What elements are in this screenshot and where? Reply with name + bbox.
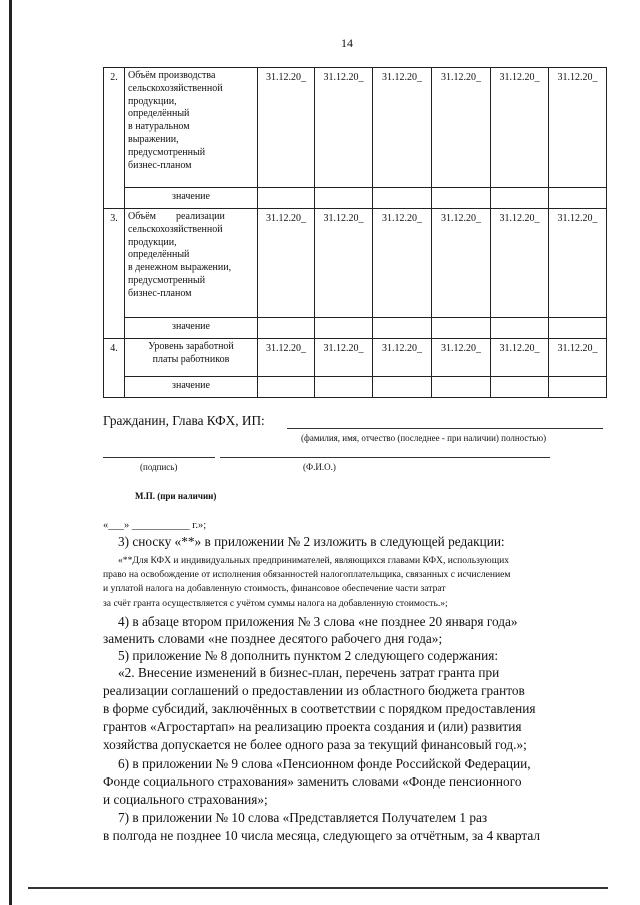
sign-caption: (подпись) [140,462,178,472]
date-line: «___» ___________ г.»; [103,520,207,531]
value-cell [549,188,607,209]
value-cell [258,188,315,209]
indicator-name [125,68,258,188]
date-cell: 31.12.20_ [315,68,373,188]
date-cell: 31.12.20_ [549,339,607,377]
indicator-name-line: бизнес-планом [128,287,192,299]
initials-caption: (Ф.И.О.) [303,462,336,472]
para-5-line-5: хозяйства допускается не более одного раза за текущий финансовый год.»; [103,737,527,752]
value-cell [315,318,373,339]
date-cell: 31.12.20_ [373,68,432,188]
indicator-name-line: выражении, [128,133,179,145]
date-cell: 31.12.20_ [315,339,373,377]
row-number: 4. [104,339,125,398]
indicator-name-line: определённый [128,108,190,120]
date-cell: 31.12.20_ [549,209,607,318]
citizen-label: Гражданин, Глава КФХ, ИП: [103,413,265,428]
para-5-line-3: в форме субсидий, заключённых в соответствии с порядком предоставления [103,701,536,716]
para-3: 3) сноску «**» в приложении № 2 изложить в следующей редакции: [118,534,505,549]
date-cell: 31.12.20_ [373,209,432,318]
indicator-name-line: Объём производства [128,70,216,81]
indicator-name-line: сельскохозяйственной [128,82,223,94]
indicator-name-line: Уровень заработной [148,341,234,352]
para-5-line-1: «2. Внесение изменений в бизнес-план, перечень затрат гранта при [118,665,500,680]
value-cell [491,318,549,339]
indicator-name-line: в денежном выражении, [128,262,232,274]
indicator-name [125,209,258,318]
para-4-line-1: 4) в абзаце втором приложения № 3 слова «не позднее 20 января года» [118,614,518,629]
value-cell [549,377,607,398]
date-cell: 31.12.20_ [373,339,432,377]
date-cell: 31.12.20_ [432,68,491,188]
stamp-note: М.П. (при наличии) [135,491,217,501]
scan-left-edge [9,0,12,905]
value-cell [432,377,491,398]
indicator-name-line: Объём реализации [128,211,225,222]
para-6-line-1: 6) в приложении № 9 слова «Пенсионном фонде Российской Федерации, [118,756,531,771]
para-7-line-2: в полгода не позднее 10 числа месяца, следующего за отчётным, за 4 квартал [103,828,540,843]
date-cell: 31.12.20_ [258,339,315,377]
date-cell: 31.12.20_ [491,68,549,188]
value-cell [432,318,491,339]
page-number: 14 [341,36,353,50]
indicator-name-line: предусмотренный [128,146,206,158]
para-7-line-1: 7) в приложении № 10 слова «Представляется Получателем 1 раз [118,810,488,825]
footnote-line-3: и уплатой налога на добавленную стоимость, финансовое обеспечение части затрат [103,583,446,594]
para-6-line-2: Фонде социального страхования» заменить словами «Фонде пенсионного [103,774,522,789]
date-cell: 31.12.20_ [315,209,373,318]
indicator-name-line: определённый [128,249,190,261]
para-4-line-2: заменить словами «не позднее десятого рабочего дня года»; [103,631,443,646]
para-6-line-3: и социального страхования»; [103,792,268,807]
fio-line [287,428,603,429]
indicator-name-line: сельскохозяйственной [128,223,223,235]
para-5-line-4: грантов «Агростартап» на реализацию проекта создания и (или) развития [103,719,522,734]
indicator-name-line: бизнес-планом [128,159,192,171]
row-number: 3. [104,209,125,339]
footnote-line-4: за счёт гранта осуществляется с учётом суммы налога на добавленную стоимость.»; [103,598,448,609]
value-cell [258,377,315,398]
indicator-name-line: предусмотренный [128,274,206,286]
indicator-name [125,339,258,377]
fio-caption: (фамилия, имя, отчество (последнее - при наличии) полностью) [301,433,547,443]
scan-bottom-edge [28,887,608,889]
value-cell [315,188,373,209]
indicator-name-line: продукции, [128,95,177,107]
value-cell [315,377,373,398]
value-label: значение [125,318,258,339]
indicator-name-line: платы работников [152,353,230,365]
date-cell: 31.12.20_ [491,339,549,377]
value-cell [432,188,491,209]
sign-line [103,457,215,458]
value-cell [491,188,549,209]
value-cell [373,318,432,339]
para-5: 5) приложение № 8 дополнить пунктом 2 следующего содержания: [118,648,499,663]
date-cell: 31.12.20_ [432,339,491,377]
value-label: значение [125,188,258,209]
value-cell [491,377,549,398]
value-cell [373,377,432,398]
value-cell [373,188,432,209]
row-number: 2. [104,68,125,209]
value-label: значение [125,377,258,398]
para-5-line-2: реализации соглашений о предоставлении из областного бюджета грантов [103,683,525,698]
footnote-line-1: «**Для КФХ и индивидуальных предпринимателей, являющихся главами КФХ, использующих [118,555,510,566]
date-cell: 31.12.20_ [258,209,315,318]
initials-line [220,457,550,458]
indicators-table [103,67,607,398]
date-cell: 31.12.20_ [491,209,549,318]
value-cell [258,318,315,339]
indicator-name-line: в натуральном [128,121,190,133]
date-cell: 31.12.20_ [258,68,315,188]
date-cell: 31.12.20_ [549,68,607,188]
footnote-line-2: право на освобождение от исполнения обязанностей налогоплательщика, связанных с исчислением [103,569,511,580]
indicator-name-line: продукции, [128,236,177,248]
date-cell: 31.12.20_ [432,209,491,318]
value-cell [549,318,607,339]
